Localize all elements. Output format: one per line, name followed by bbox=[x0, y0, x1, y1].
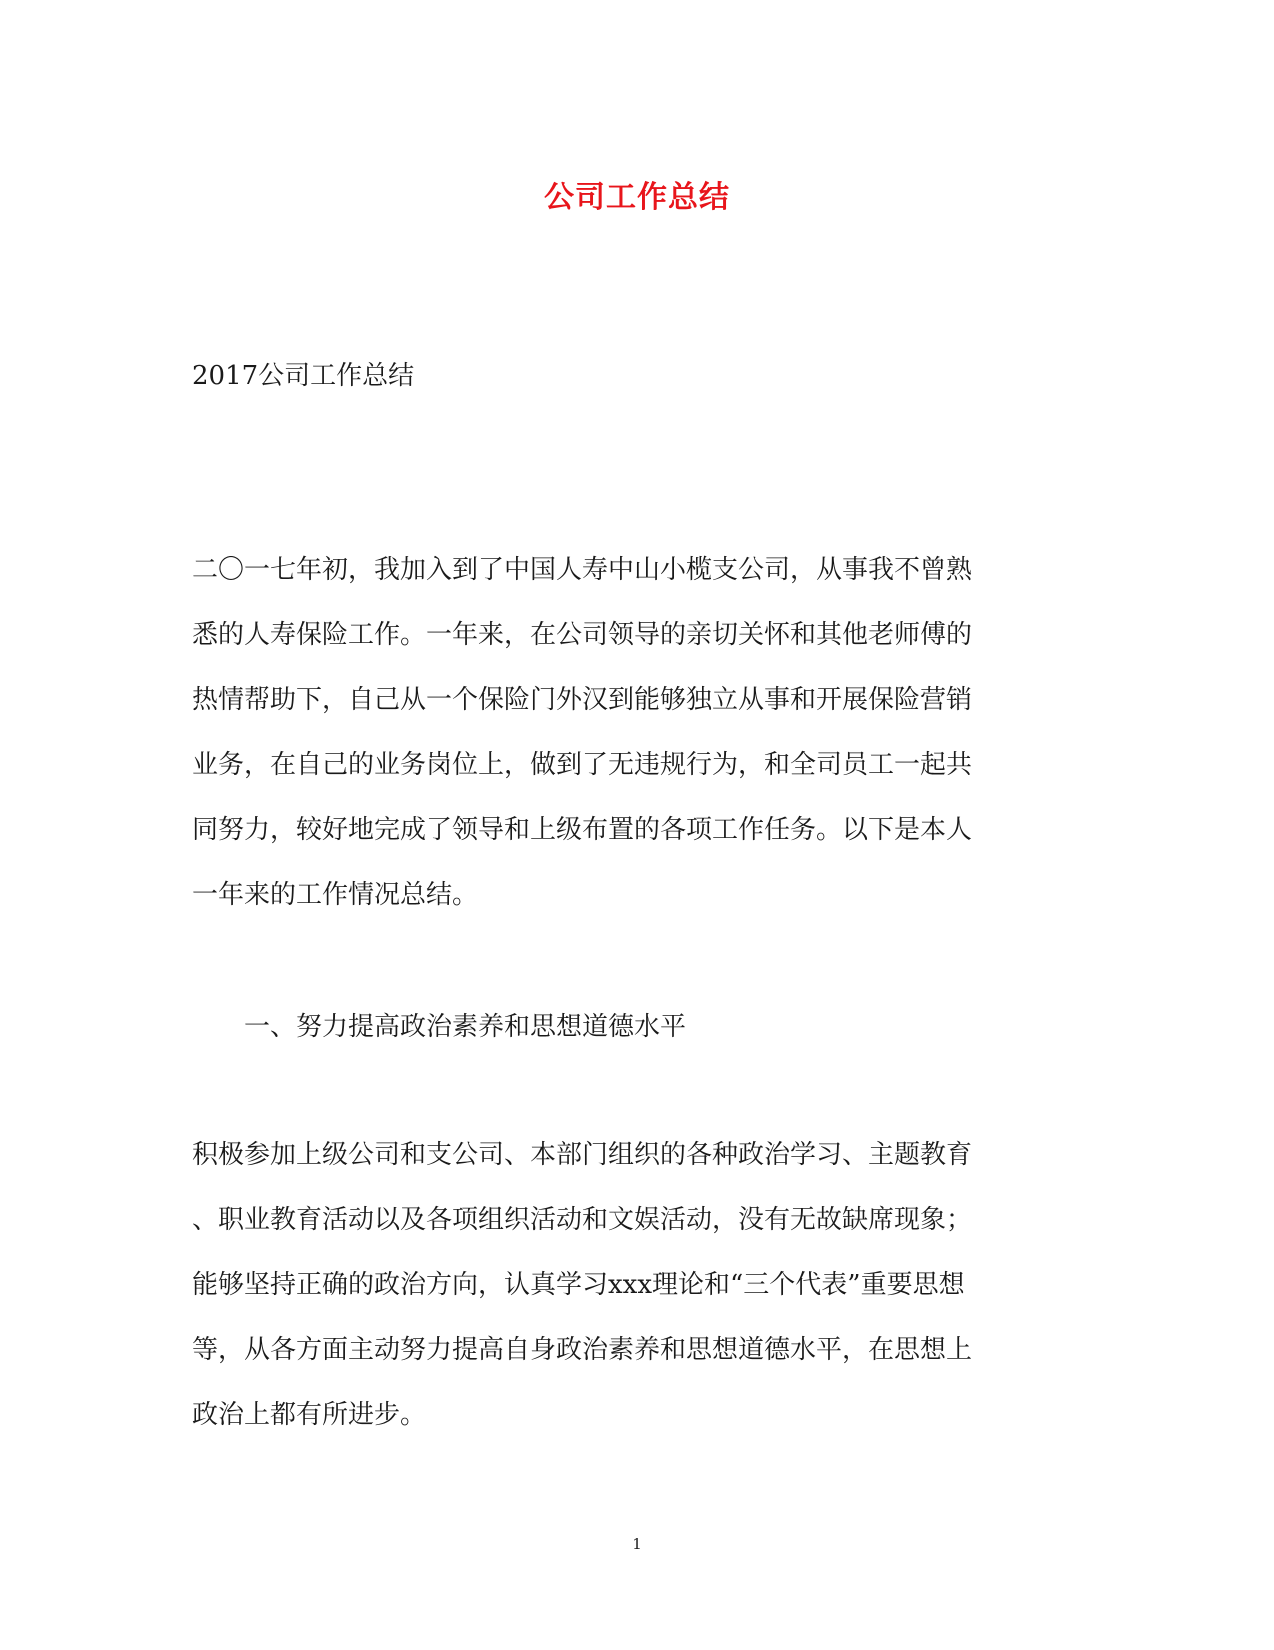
paragraph-line: 积极参加上级公司和支公司、本部门组织的各种政治学习、主题教育 bbox=[192, 1140, 973, 1170]
paragraph-line: 政治上都有所进步。 bbox=[192, 1400, 427, 1430]
paragraph-line: 能够坚持正确的政治方向，认真学习xxx理论和“三个代表”重要思想 bbox=[192, 1270, 965, 1300]
paragraph-line: 二〇一七年初，我加入到了中国人寿中山小榄支公司，从事我不曾熟 bbox=[192, 555, 973, 585]
paragraph-line: 等，从各方面主动努力提高自身政治素养和思想道德水平，在思想上 bbox=[192, 1335, 973, 1365]
paragraph-line: 悉的人寿保险工作。一年来，在公司领导的亲切关怀和其他老师傅的 bbox=[192, 620, 973, 650]
section-heading: 一、努力提高政治素养和思想道德水平 bbox=[244, 1012, 687, 1042]
page-number: 1 bbox=[632, 1535, 642, 1553]
document-subtitle: 2017公司工作总结 bbox=[192, 361, 415, 391]
document-title: 公司工作总结 bbox=[544, 180, 730, 215]
paragraph-line: 、职业教育活动以及各项组织活动和文娱活动，没有无故缺席现象； bbox=[192, 1205, 973, 1235]
paragraph-line: 业务，在自己的业务岗位上，做到了无违规行为，和全司员工一起共 bbox=[192, 750, 973, 780]
paragraph-intro bbox=[192, 550, 1092, 940]
paragraph-line: 热情帮助下，自己从一个保险门外汉到能够独立从事和开展保险营销 bbox=[192, 685, 973, 715]
paragraph-line: 同努力，较好地完成了领导和上级布置的各项工作任务。以下是本人 bbox=[192, 815, 973, 845]
paragraph-section-1 bbox=[192, 1135, 1092, 1460]
paragraph-line: 一年来的工作情况总结。 bbox=[192, 880, 479, 910]
